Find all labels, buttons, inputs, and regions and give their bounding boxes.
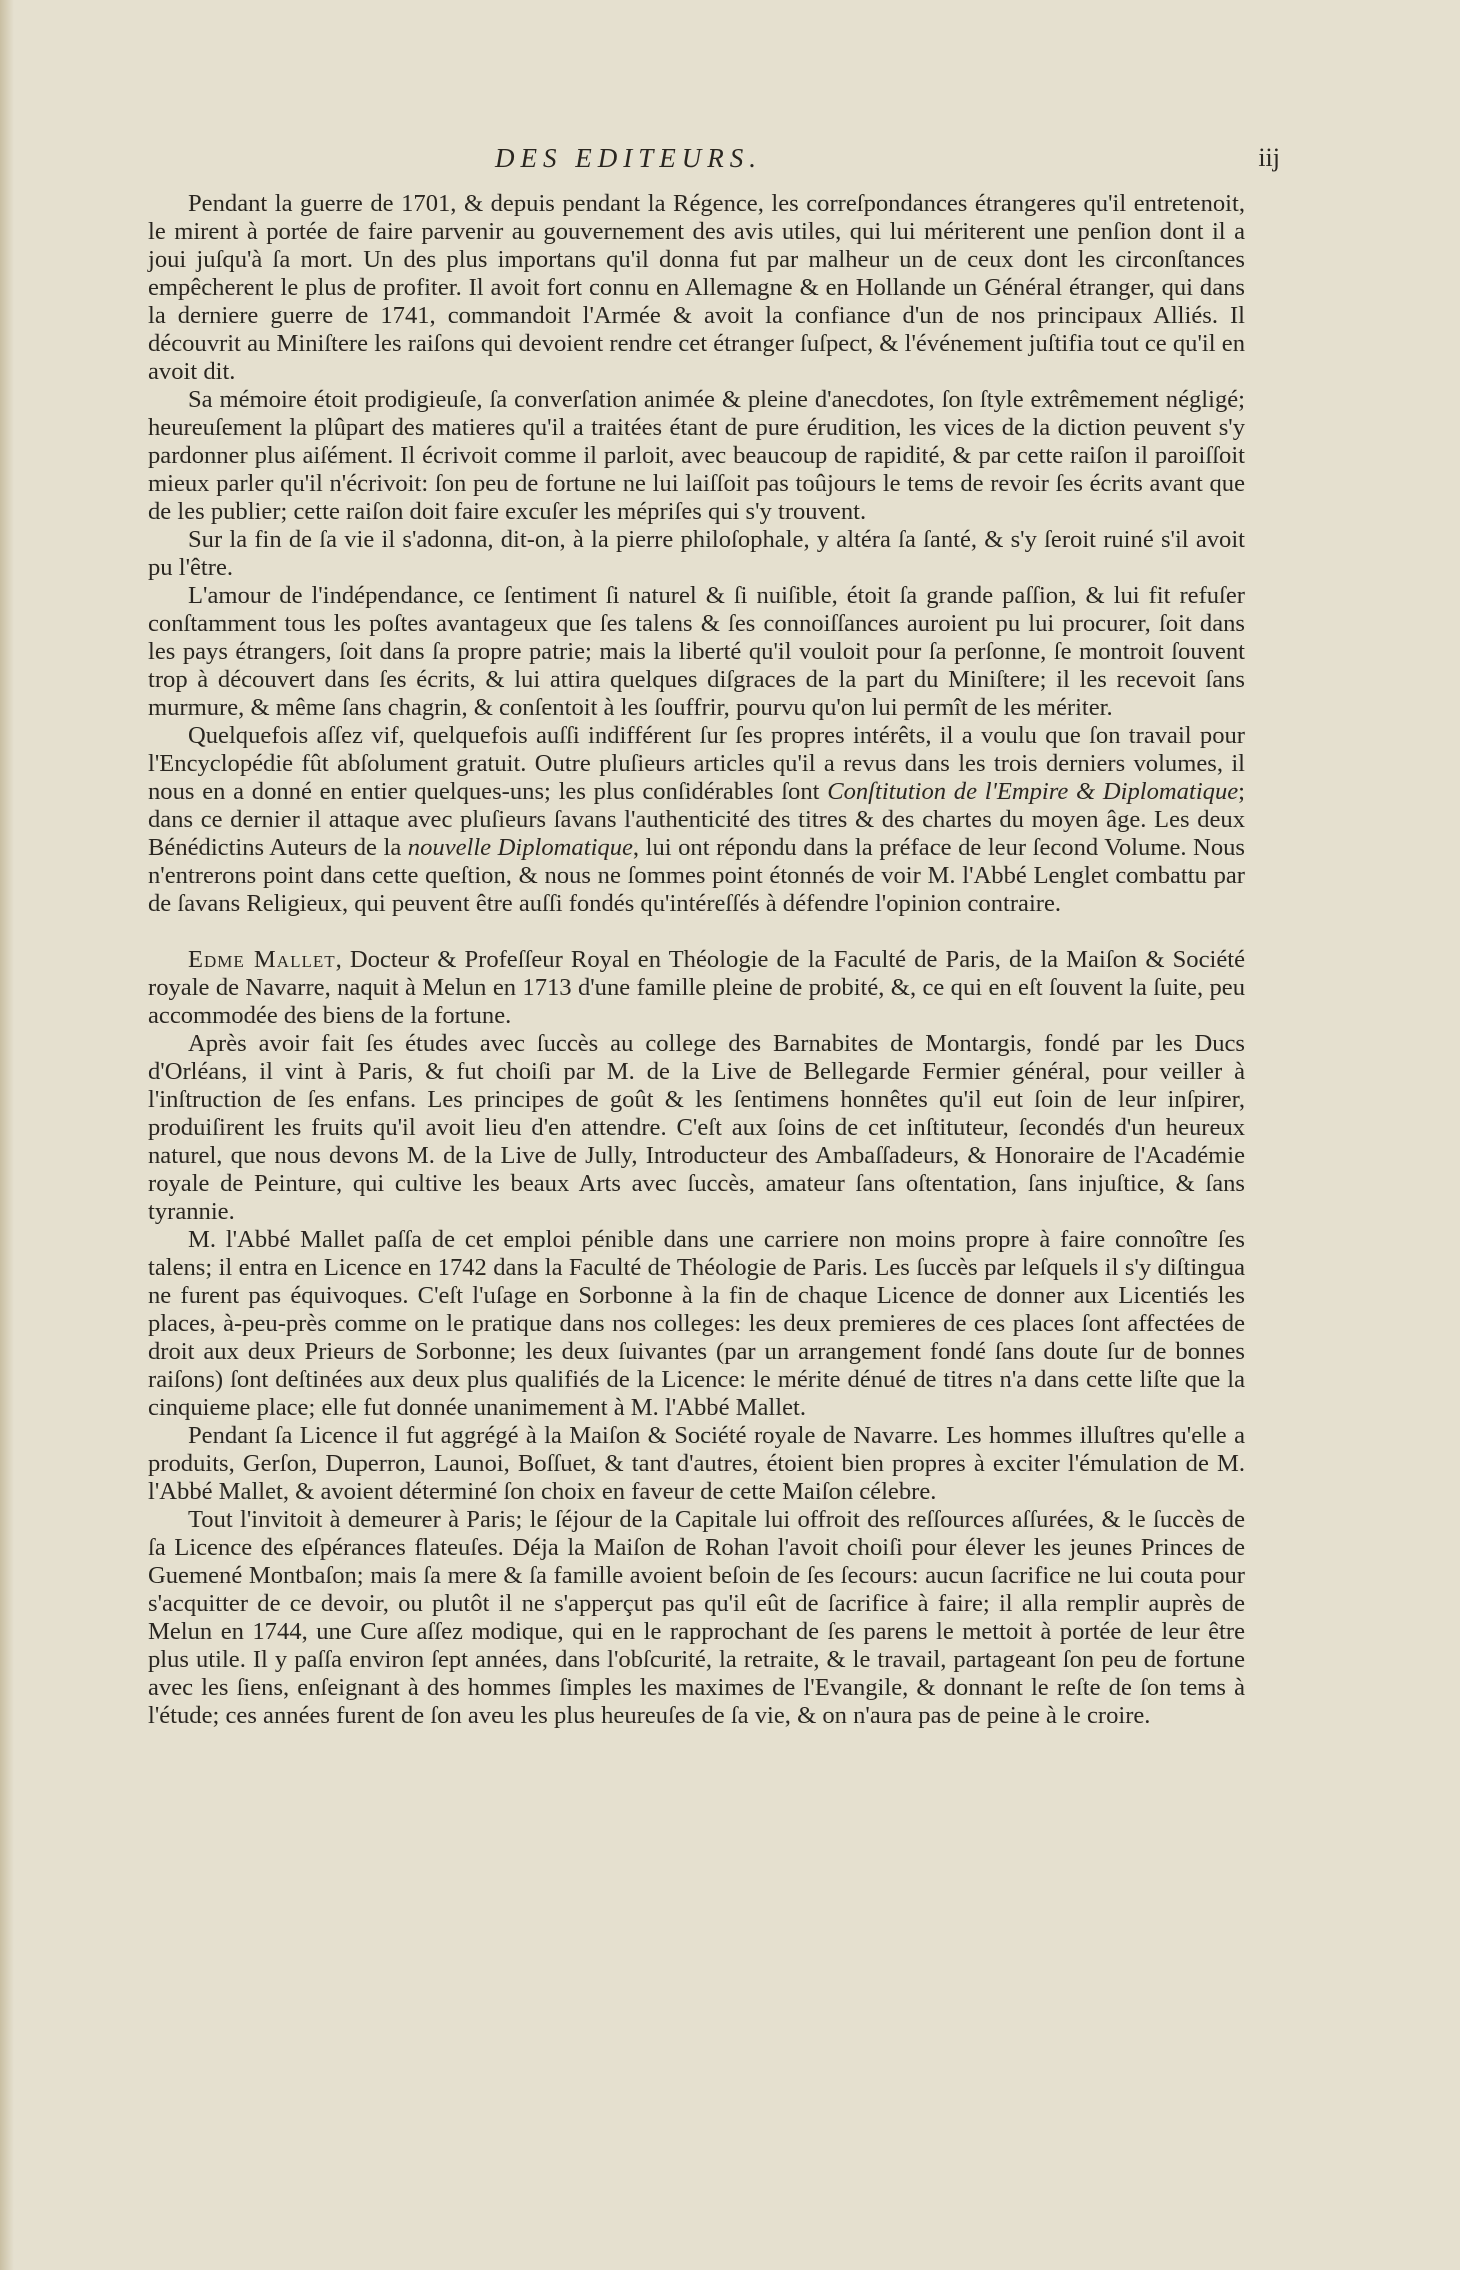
paragraph: Pendant la guerre de 1701, & depuis pendant la Régence, les correſpondances étrangeres qu'il entretenoit, le mirent à portée de faire parvenir au gouvernement des avis utiles, qui lui mériterent une penſion dont il a joui juſqu'à ſa mort. Un des plus importans qu'il donna fut par malheur un de ceux dont les circonſtances empêcherent le plus de profiter. Il avoit fort connu en Allemagne & en Hollande un Général étranger, qui dans la derniere guerre de 1741, commandoit l'Armée & avoit la confiance d'un de nos principaux Alliés. Il découvrit au Miniſtere les raiſons qui devoient rendre cet étranger ſuſpect, & l'événement juſtifia tout ce qu'il en avoit dit. <box>148 190 1245 385</box>
paragraph: L'amour de l'indépendance, ce ſentiment ſi naturel & ſi nuiſible, étoit ſa grande paſſion, & lui fit refuſer conſtamment tous les poſtes avantageux que ſes talens & ſes connoiſſances auroient pu lui procurer, ſoit dans les pays étrangers, ſoit dans ſa propre patrie; mais la liberté qu'il vouloit pour ſa perſonne, ſe montroit ſouvent trop à découvert dans ſes écrits, & lui attira quelques diſgraces de la part du Miniſtere; il les recevoit ſans murmure, & même ſans chagrin, & conſentoit à les ſouffrir, pourvu qu'on lui permît de les mériter. <box>148 582 1245 721</box>
paragraph: Sur la fin de ſa vie il s'adonna, dit-on, à la pierre philoſophale, y altéra ſa ſanté, & s'y ſeroit ruiné s'il avoit pu l'être. <box>148 526 1245 581</box>
biography-name: Edme Mallet <box>188 946 336 973</box>
running-head: DES EDITEURS. <box>495 143 762 173</box>
paragraph: Après avoir fait ſes études avec ſuccès au college des Barnabites de Montargis, fondé par les Ducs d'Orléans, il vint à Paris, & fut choiſi par M. de la Live de Bellegarde Fermier général, pour veiller à l'inſtruction de ſes enfans. Les principes de goût & les ſentimens honnêtes qu'il eut ſoin de leur inſpirer, produiſirent les fruits qu'il avoit lieu d'en attendre. C'eſt aux ſoins de cet inſtituteur, ſecondés d'un heureux naturel, que nous devons M. de la Live de Jully, Introducteur des Ambaſſadeurs, & Honoraire de l'Académie royale de Peinture, qui cultive les beaux Arts avec ſuccès, amateur ſans oſtentation, ſans injuſtice, & ſans tyrannie. <box>148 1030 1245 1225</box>
paragraph: Tout l'invitoit à demeurer à Paris; le ſéjour de la Capitale lui offroit des reſſources aſſurées, & le ſuccès de ſa Licence des eſpérances flateuſes. Déja la Maiſon de Rohan l'avoit choiſi pour élever les jeunes Princes de Guemené Montbaſon; mais ſa mere & ſa famille avoient beſoin de ſes ſecours: aucun ſacrifice ne lui couta pour s'acquitter de ce devoir, ou plutôt il ne s'apperçut pas qu'il eût de ſacrifice à faire; il alla remplir auprès de Melun en 1744, une Cure aſſez modique, qui en le rapprochant de ſes parens le mettoit à portée de leur être plus utile. Il y paſſa environ ſept années, dans l'obſcurité, la retraite, & le travail, partageant ſon peu de fortune avec les ſiens, enſeignant à des hommes ſimples les maximes de l'Evangile, & donnant le reſte de ſon tems à l'étude; ces années furent de ſon aveu les plus heureuſes de ſa vie, & on n'aura pas de peine à le croire. <box>148 1506 1245 1729</box>
section-gap <box>148 918 1245 946</box>
page-spine-shadow <box>0 0 14 2270</box>
body-text <box>148 190 1245 1730</box>
text-run: , Docteur & Profeſſeur Royal en Théologie de la Faculté de Paris, de la Maiſon & Société royale de Navarre, naquit à Melun en 1713 d'une famille pleine de probité, &, ce qui en eſt ſouvent la ſuite, peu accommodée des biens de la fortune. <box>148 946 1245 1029</box>
page-number: iij <box>1258 143 1280 172</box>
page-header <box>180 143 1280 183</box>
text-run: ; dans ce dernier il attaque avec pluſieurs ſavans l'authenticité des titres & des chartes du moyen âge. Les deux Bénédictins Auteurs de la <box>148 778 1245 861</box>
text-run: Quelquefois aſſez vif, quelquefois auſſi indifférent ſur ſes propres intérêts, il a voulu que ſon travail pour l'Encyclopédie fût abſolument gratuit. Outre pluſieurs articles qu'il a revus dans les trois derniers volumes, il nous en a donné en entier quelques-uns; les plus conſidérables ſont <box>148 722 1245 805</box>
text-run: , lui ont répondu dans la préface de leur ſecond Volume. Nous n'entrerons point dans cette queſtion, & nous ne ſommes point étonnés de voir M. l'Abbé Lenglet combattu par de ſavans Religieux, qui peuvent être auſſi fondés qu'intéreſſés à défendre l'opinion contraire. <box>148 834 1245 917</box>
paragraph <box>148 946 1245 1030</box>
paragraph <box>148 722 1245 918</box>
paragraph: Pendant ſa Licence il fut aggrégé à la Maiſon & Société royale de Navarre. Les hommes illuſtres qu'elle a produits, Gerſon, Duperron, Launoi, Boſſuet, & tant d'autres, étoient bien propres à exciter l'émulation de M. l'Abbé Mallet, & avoient déterminé ſon choix en faveur de cette Maiſon célebre. <box>148 1422 1245 1505</box>
work-title-italic: nouvelle Diplomatique <box>407 834 633 861</box>
paragraph: M. l'Abbé Mallet paſſa de cet emploi pénible dans une carriere non moins propre à faire connoître ſes talens; il entra en Licence en 1742 dans la Faculté de Théologie de Paris. Les ſuccès par leſquels il s'y diſtingua ne furent pas équivoques. C'eſt l'uſage en Sorbonne à la fin de chaque Licence de donner aux Licentiés les places, à-peu-près comme on le pratique dans nos colleges: les deux premieres de ces places ſont affectées de droit aux deux Prieurs de Sorbonne; les deux ſuivantes (par un arrangement fondé ſans doute ſur de bonnes raiſons) ſont deſtinées aux deux plus qualifiés de la Licence: le mérite dénué de titres n'a dans cette liſte que la cinquieme place; elle fut donnée unanimement à M. l'Abbé Mallet. <box>148 1226 1245 1421</box>
paragraph: Sa mémoire étoit prodigieuſe, ſa converſation animée & pleine d'anecdotes, ſon ſtyle extrêmement négligé; heureuſement la plûpart des matieres qu'il a traitées étant de pure érudition, les vices de la diction peuvent s'y pardonner plus aiſément. Il écrivoit comme il parloit, avec beaucoup de rapidité, & par cette raiſon il paroiſſoit mieux parler qu'il n'écrivoit: ſon peu de fortune ne lui laiſſoit pas toûjours le tems de revoir ſes écrits avant que de les publier; cette raiſon doit faire excuſer les mépriſes qui s'y trouvent. <box>148 386 1245 525</box>
work-title-italic: Conſtitution de l'Empire & Diplomatique <box>827 778 1239 805</box>
